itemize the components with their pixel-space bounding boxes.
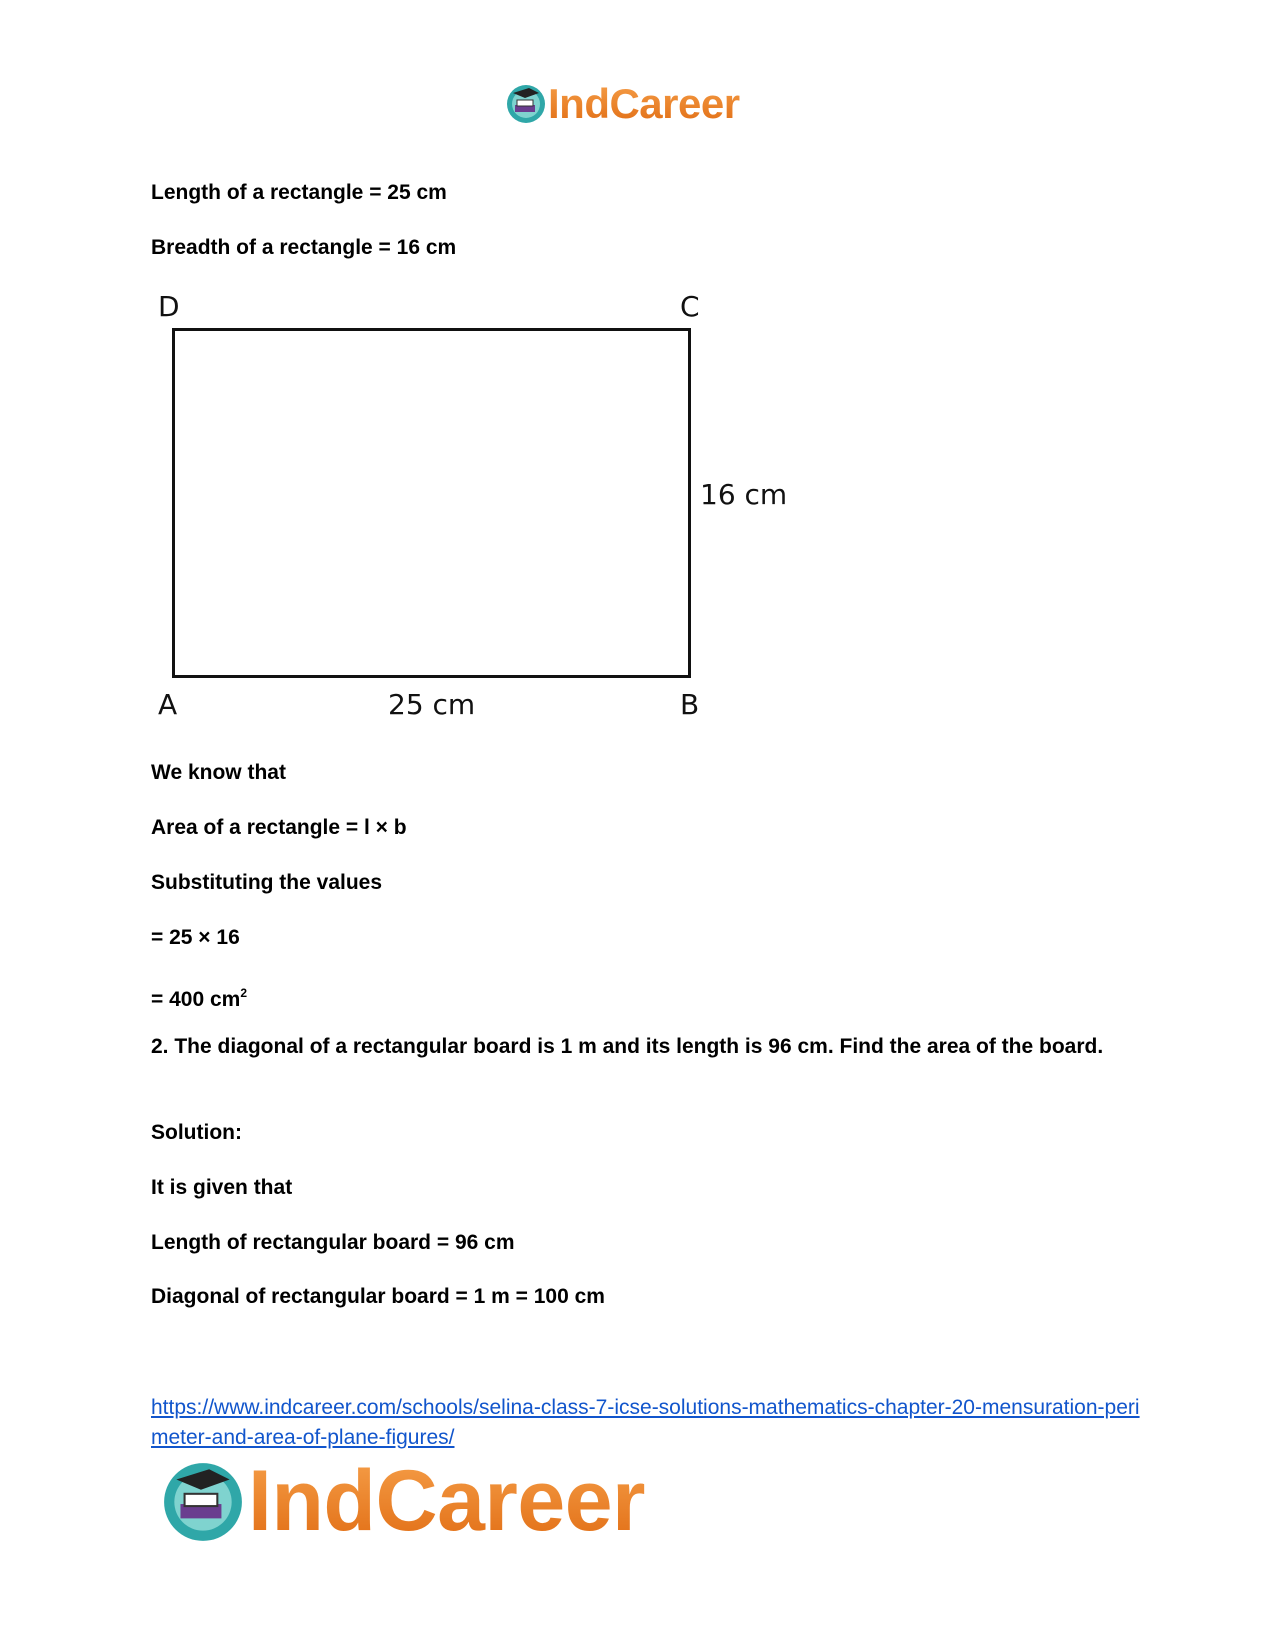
calculation-step: = 25 × 16 <box>151 926 240 949</box>
logo-wordmark: IndCareer <box>248 1453 645 1549</box>
right-side-length-label: 16 cm <box>700 478 788 511</box>
given-text: It is given that <box>151 1176 293 1199</box>
question-2: 2. The diagonal of a rectangular board is 1 m and its length is 96 cm. Find the area of the board. <box>151 1035 1104 1058</box>
length-statement: Length of a rectangle = 25 cm <box>151 181 447 204</box>
bottom-side-length-label: 25 cm <box>388 688 476 721</box>
source-url-link[interactable]: https://www.indcareer.com/schools/selina-class-7-icse-solutions-mathematics-chapter-20-mensuration-perimeter-and-area-of-plane-figures/ <box>151 1396 1140 1449</box>
breadth-statement: Breadth of a rectangle = 16 cm <box>151 236 457 259</box>
area-result <box>151 980 247 1013</box>
solution-label: Solution: <box>151 1121 242 1144</box>
vertex-b-label: B <box>680 688 700 721</box>
we-know-text: We know that <box>151 761 286 784</box>
board-diagonal-statement: Diagonal of rectangular board = 1 m = 100 cm <box>151 1285 605 1308</box>
area-formula: Area of a rectangle = l × b <box>151 816 407 839</box>
header-logo <box>505 80 740 128</box>
rectangle-diagram <box>172 328 691 678</box>
area-result-exponent: 2 <box>240 986 248 1000</box>
graduation-books-icon <box>160 1459 246 1545</box>
graduation-books-icon <box>505 83 547 125</box>
vertex-a-label: A <box>158 688 178 721</box>
footer-logo <box>160 1452 645 1551</box>
vertex-d-label: D <box>158 290 180 323</box>
area-result-value: = 400 cm <box>151 988 241 1011</box>
logo-wordmark: IndCareer <box>548 80 740 127</box>
substituting-text: Substituting the values <box>151 871 383 894</box>
vertex-c-label: C <box>680 290 700 323</box>
board-length-statement: Length of rectangular board = 96 cm <box>151 1231 515 1254</box>
